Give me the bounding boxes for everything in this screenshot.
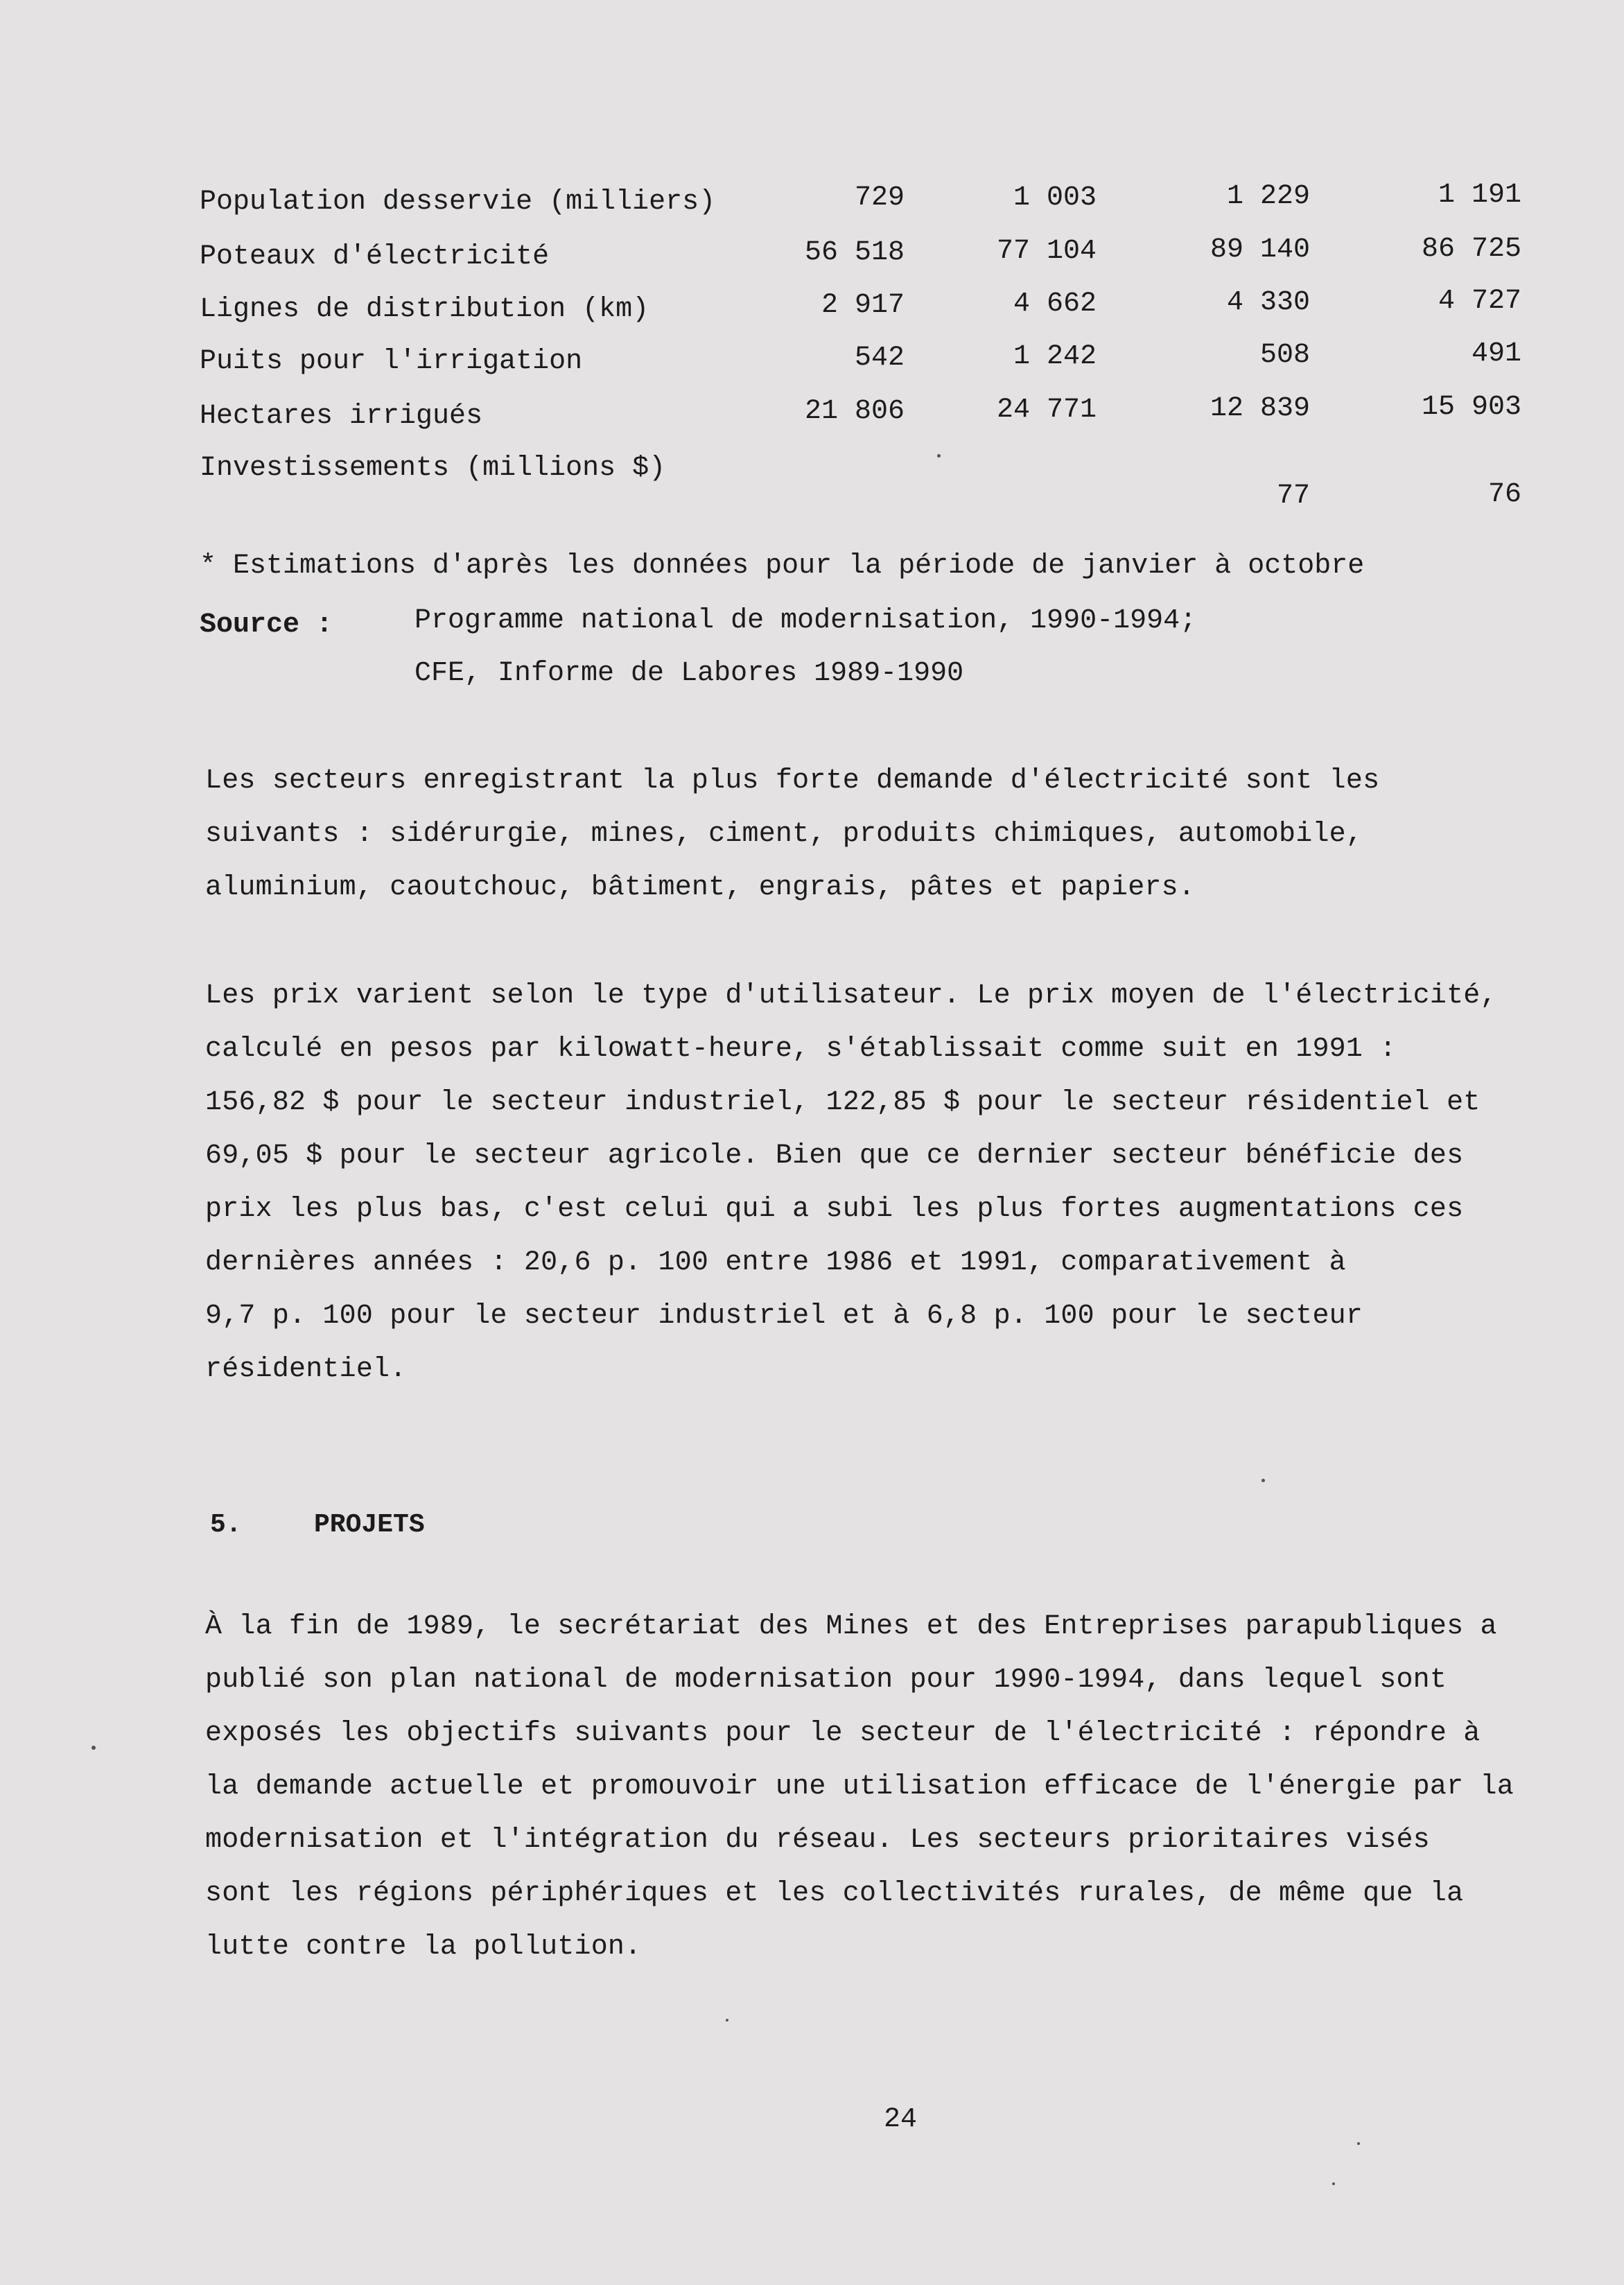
paragraph-line: prix les plus bas, c'est celui qui a subi les plus fortes augmentations ces bbox=[205, 1194, 1464, 1225]
scan-speck bbox=[1357, 2142, 1360, 2145]
table-cell: 12 839 bbox=[1210, 393, 1310, 424]
table-row-label: Population desservie (milliers) bbox=[200, 186, 716, 218]
scan-speck bbox=[1261, 1479, 1265, 1482]
table-cell: 1 003 bbox=[1013, 182, 1097, 214]
table-cell: 491 bbox=[1471, 338, 1521, 370]
table-footnote: * Estimations d'après les données pour la période de janvier à octobre bbox=[200, 550, 1365, 582]
table-cell: 76 bbox=[1487, 479, 1521, 510]
paragraph-electricity-demand bbox=[205, 754, 1578, 914]
paragraph-line: la demande actuelle et promouvoir une utilisation efficace de l'énergie par la bbox=[205, 1771, 1514, 1802]
paragraph-line: aluminium, caoutchouc, bâtiment, engrais, pâtes et papiers. bbox=[205, 872, 1196, 903]
paragraph-line: exposés les objectifs suivants pour le secteur de l'électricité : répondre à bbox=[205, 1718, 1481, 1749]
scan-speck bbox=[726, 2019, 728, 2022]
scan-speck bbox=[937, 454, 941, 458]
source-label: Source : bbox=[200, 609, 333, 641]
table-cell: 4 662 bbox=[1013, 288, 1097, 320]
table-cell: 508 bbox=[1259, 340, 1310, 371]
table-cell: 4 727 bbox=[1438, 286, 1521, 317]
table-cell: 15 903 bbox=[1421, 392, 1521, 423]
table-cell: 56 518 bbox=[804, 237, 905, 268]
paragraph-line: résidentiel. bbox=[205, 1354, 407, 1385]
paragraph-line: Les secteurs enregistrant la plus forte demande d'électricité sont les bbox=[205, 765, 1380, 797]
table-cell: 86 725 bbox=[1421, 234, 1521, 265]
paragraph-line: lutte contre la pollution. bbox=[205, 1931, 642, 1963]
table-cell: 21 806 bbox=[804, 396, 905, 427]
paragraph-line: calculé en pesos par kilowatt-heure, s'établissait comme suit en 1991 : bbox=[205, 1034, 1397, 1065]
table-cell: 89 140 bbox=[1210, 234, 1310, 266]
scan-speck bbox=[1332, 2182, 1335, 2185]
paragraph-line: suivants : sidérurgie, mines, ciment, produits chimiques, automobile, bbox=[205, 819, 1363, 850]
paragraph-line: Les prix varient selon le type d'utilisateur. Le prix moyen de l'électricité, bbox=[205, 980, 1497, 1011]
table-cell: 729 bbox=[854, 182, 905, 214]
paragraph-line: publié son plan national de modernisation pour 1990-1994, dans lequel sont bbox=[205, 1665, 1447, 1696]
table-cell: 1 229 bbox=[1226, 181, 1310, 212]
table-cell: 77 104 bbox=[996, 236, 1097, 267]
paragraph-projects bbox=[205, 1600, 1578, 1974]
table-cell: 77 bbox=[1276, 480, 1310, 512]
table-cell: 2 917 bbox=[821, 290, 905, 321]
page-number: 24 bbox=[884, 2104, 918, 2135]
section-title: PROJETS bbox=[314, 1510, 425, 1540]
scan-speck bbox=[91, 1746, 96, 1750]
paragraph-line: 156,82 $ pour le secteur industriel, 122,85 $ pour le secteur résidentiel et bbox=[205, 1087, 1481, 1118]
table-cell: 4 330 bbox=[1226, 287, 1310, 318]
source-line: Programme national de modernisation, 1990-1994; bbox=[414, 605, 1197, 636]
paragraph-line: dernières années : 20,6 p. 100 entre 1986 et 1991, comparativement à bbox=[205, 1247, 1346, 1278]
table-row-label: Puits pour l'irrigation bbox=[200, 346, 583, 377]
table-cell: 24 771 bbox=[996, 394, 1097, 426]
table-row-label: Poteaux d'électricité bbox=[200, 241, 550, 272]
table-row-label: Lignes de distribution (km) bbox=[200, 294, 649, 325]
paragraph-line: 9,7 p. 100 pour le secteur industriel et à 6,8 p. 100 pour le secteur bbox=[205, 1301, 1363, 1332]
section-number: 5. bbox=[210, 1510, 242, 1540]
paragraph-line: modernisation et l'intégration du réseau. Les secteurs prioritaires visés bbox=[205, 1825, 1430, 1856]
table-cell: 542 bbox=[854, 342, 905, 374]
paragraph-line: sont les régions périphériques et les collectivités rurales, de même que la bbox=[205, 1878, 1464, 1909]
paragraph-prices bbox=[205, 969, 1578, 1396]
table-row-label: Investissements (millions $) bbox=[200, 453, 666, 484]
paragraph-line: À la fin de 1989, le secrétariat des Mines et des Entreprises parapubliques a bbox=[205, 1611, 1497, 1642]
table-row-label: Hectares irrigués bbox=[200, 401, 483, 432]
section-heading bbox=[210, 1510, 425, 1540]
table-cell: 1 242 bbox=[1013, 341, 1097, 372]
table-cell: 1 191 bbox=[1438, 180, 1521, 211]
source-line: CFE, Informe de Labores 1989-1990 bbox=[414, 658, 964, 689]
paragraph-line: 69,05 $ pour le secteur agricole. Bien que ce dernier secteur bénéficie des bbox=[205, 1140, 1464, 1172]
